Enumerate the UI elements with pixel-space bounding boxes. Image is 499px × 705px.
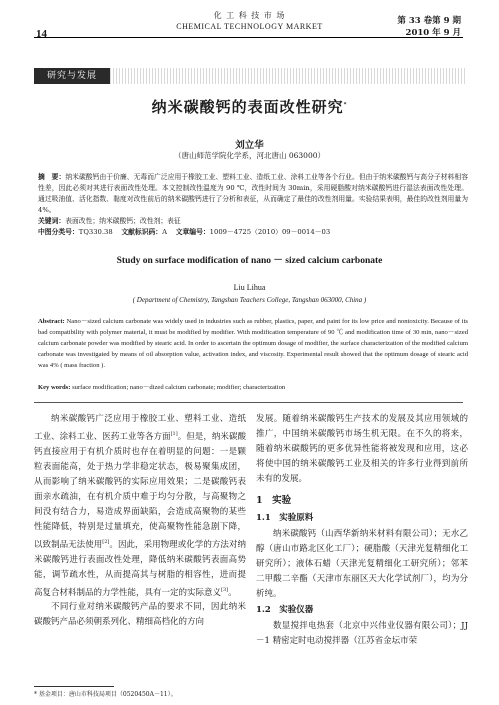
- english-author: Liu Lihua: [233, 283, 266, 292]
- journal-name-en: CHEMICAL TECHNOLOGY MARKET: [176, 22, 323, 31]
- english-abstract: [38, 316, 468, 371]
- title-footnote-mark: *: [343, 102, 348, 108]
- subsection-heading: 1.1 实验原料: [256, 513, 314, 523]
- citation: [1]: [170, 431, 178, 437]
- article-title-text: 纳米碳酸钙的表面改性研究: [151, 98, 344, 116]
- issue-date: 2010 年 9 月: [405, 28, 461, 38]
- body-text: 。但是，纳米碳酸钙直接应用于有机介质时也存在着明显的问题：一是颗粒表面能高，处于热力学非稳定状态，极易聚集成团，从而影响了纳米碳酸钙的实际应用效果；二是碳酸钙表面亲水疏油，在有机介质中难于均匀分散，与高聚物之间没有结合力，易造成界面缺陷，会造成高聚物的某些性能降低，特别是过量填充，使高聚物性能急剧下降，以致制品无法使用: [34, 431, 246, 550]
- footnote-rule: [34, 686, 114, 687]
- english-abstract-label: Abstract:: [38, 318, 65, 325]
- abstract-text: 纳米碳酸钙由于价廉、无毒而广泛应用于橡胶工业、塑料工业、造纸工业、涂料工业等各个行业。但由于纳米碳酸钙与高分子材料相容性差，因此必须对其进行表面改性处理。本文控制改性温度为 90 ℃，改性时间为 30min，采用硬脂酸对纳米碳酸钙进行湿法表面改性处理。通过吸油值、活化指数、黏度对改性前后的纳米碳酸钙进行了分析和表征，从而确定了最佳的改性剂用量。实验结果表明，最佳的改性剂用量为 4%。: [38, 173, 469, 214]
- body-paragraph: [34, 412, 246, 600]
- journal-name-cn: 化 工 科 技 市 场: [213, 11, 286, 20]
- footnote: * 基金项目：唐山市科技局项目（0520450A－11）。: [34, 691, 177, 698]
- body-paragraph: 纳米碳酸钙（山西华新纳米材料有限公司）；无水乙醇（唐山市路北区化工厂）；硬脂酸（天津光复精细化工研究所）；液体石蜡（天津光复精细化工研究所）；邻苯二甲酸二辛酯（天津市东丽区天大化学试剂厂），均为分析纯。: [256, 529, 468, 599]
- english-keywords: [38, 383, 468, 393]
- english-keywords-text: surface modification; nano－dized calcium carbonate; modifier; characterization: [72, 384, 286, 391]
- article-title: [0, 96, 499, 117]
- author-name: 刘立华: [235, 140, 264, 151]
- abstract-label: 摘 要：: [38, 173, 66, 181]
- section-tag-stripe: [110, 68, 465, 84]
- english-title: Study on surface modification of nano － sized calcium carbonate: [116, 256, 383, 266]
- body-paragraph: 不同行业对纳米碳酸钙产品的要求不同，因此纳米碳酸钙产品必须朝系列化、精细高档化的方向: [34, 602, 246, 628]
- body-text: 纳米碳酸钙广泛应用于橡胶工业、塑料工业、造纸工业、涂料工业、医药工业等各方面: [34, 414, 246, 442]
- body-right-column: [256, 412, 468, 649]
- article-no-value: 1009－4725（2010）09－0014－03: [209, 228, 331, 236]
- english-abstract-text: Nano－sized calcium carbonate was widely used in industries such as rubber, plastics, paper, and paint for its low price and nontoxicity. Because of its bad compatibility with polymer material, it must be modified by modifier. With modification temperature of 90 ℃ and modification time of 30 min, nano－sized calcium carbonate powder was modified by stearic acid. In order to ascertain the optimum dosage of modifier, the surface characterization of the modified calcium carbonate was investigated by means of oil absorption value, activation index, and viscosity. Experimental result showed that the optimum dosage of stearic acid was 4% ( mass fraction ).: [38, 318, 468, 369]
- citation: [3]: [221, 586, 229, 593]
- body-text: 。因此，采用物理或化学的方法对纳米碳酸钙进行表面改性处理，降低纳米碳酸钙表面高势能，调节疏水性，从而提高其与树脂的相容性，进而提高复合材料制品的力学性能，具有一定的实际意义: [34, 539, 246, 598]
- classification-row: [38, 226, 330, 236]
- citation: [2]: [102, 538, 110, 545]
- english-keywords-label: Key words:: [38, 384, 71, 391]
- body-text: 。: [228, 587, 237, 598]
- body-left-column: [34, 412, 246, 630]
- section-tag: 研究与发展: [34, 68, 110, 84]
- body-paragraph: 发展。随着纳米碳酸钙生产技术的发展及其应用领域的推广，中国纳米碳酸钙市场生机无限。在不久的将来，随着纳米碳酸钙的更多优异性能将被发现和应用，这必将使中国的纳米碳酸钙工业及相关的许多行业得到前所未有的发展。: [256, 414, 468, 484]
- issue-info: 第 33 卷第 9 期: [397, 16, 461, 26]
- keywords-label: 关键词：: [38, 217, 66, 225]
- doc-code-label: 文献标识码：: [121, 228, 163, 236]
- header-rule: [34, 37, 463, 38]
- doc-code-value: A: [162, 228, 168, 236]
- body-paragraph: 数显搅拌电热套（北京中兴伟业仪器有限公司）；JJ－1 精密定时电动搅拌器（江苏省金坛市荣: [256, 621, 468, 646]
- section-heading: 1 实验: [256, 495, 292, 506]
- clc-label: 中图分类号：: [38, 228, 79, 236]
- author-affiliation: （唐山师范学院化学系，河北唐山 063000）: [173, 151, 325, 160]
- subsection-heading: 1.2 实验仪器: [256, 605, 314, 615]
- english-affiliation: ( Department of Chemistry, Tangshan Teachers College, Tangshan 063000, China ): [132, 296, 367, 304]
- keywords-text: 表面改性；纳米碳酸钙；改性剂；表征: [65, 217, 181, 225]
- clc-value: TQ330.38: [78, 228, 113, 236]
- abstract-divider: [34, 402, 463, 403]
- page-number: 14: [36, 28, 47, 40]
- article-no-label: 文章编号：: [175, 228, 210, 236]
- abstract-cn: [38, 172, 468, 227]
